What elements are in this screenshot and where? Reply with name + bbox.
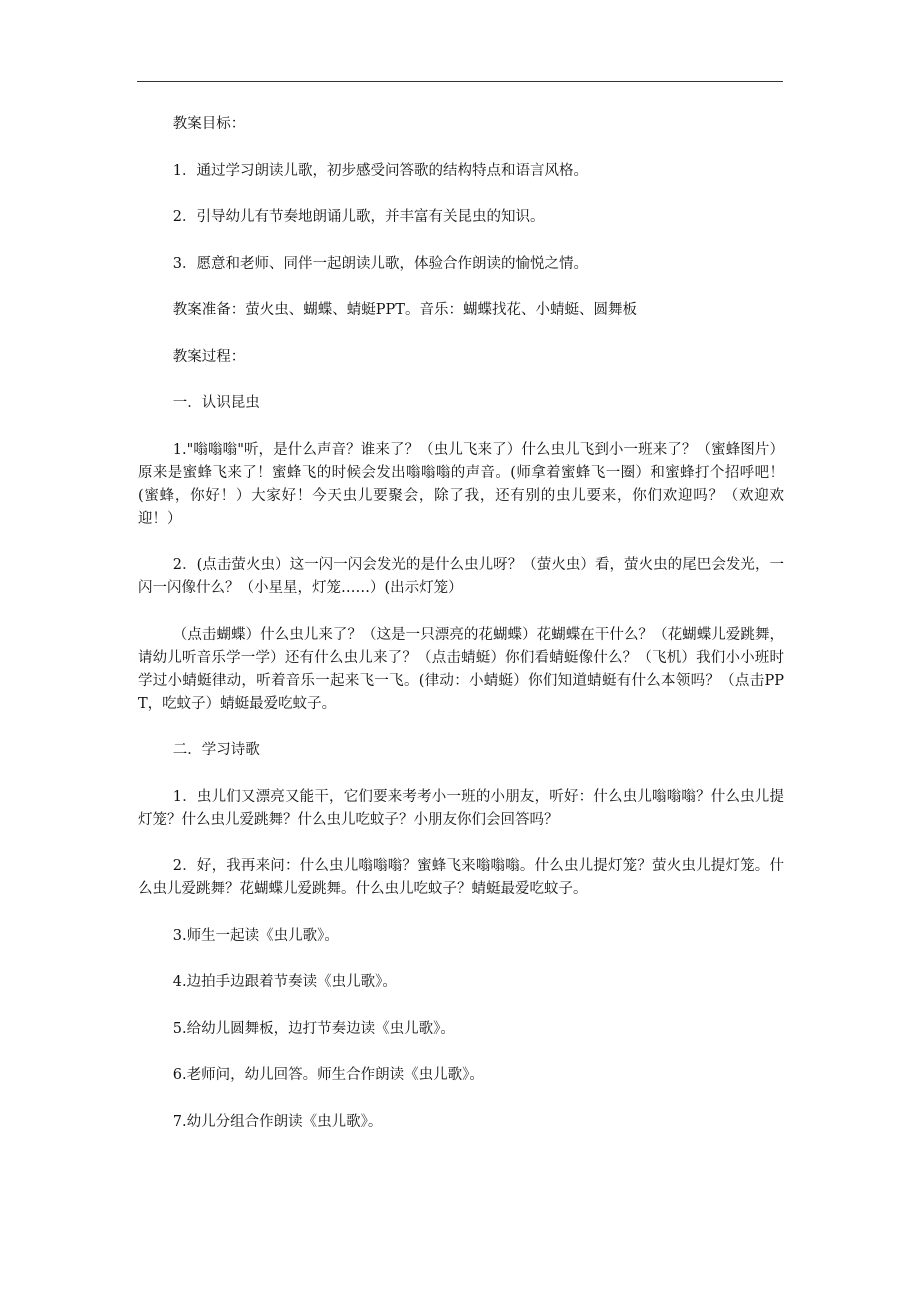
process-step-bee: 1."嗡嗡嗡"听，是什么声音？谁来了？（虫儿飞来了）什么虫儿飞到小一班来了？（蜜蜂图片）原来是蜜蜂飞来了！蜜蜂飞的时候会发出嗡嗡嗡的声音。(师拿着蜜蜂飞一圈）和蜜蜂打个招呼吧！(蜜蜂，你好！）大家好！今天虫儿要聚会，除了我，还有别的虫儿要来，你们欢迎吗？（欢迎欢迎！） — [138, 441, 784, 527]
section-heading-process: 教案过程： — [172, 348, 246, 365]
poem-step-2: 2．好，我再来问：什么虫儿嗡嗡嗡？蜜蜂飞来嗡嗡嗡。什么虫儿提灯笼？萤火虫儿提灯笼。什么虫儿爱跳舞？花蝴蝶儿爱跳舞。什么虫儿吃蚊子？蜻蜓最爱吃蚊子。 — [138, 858, 784, 897]
goal-item-3: 3．愿意和老师、同伴一起朗读儿歌，体验合作朗读的愉悦之情。 — [172, 255, 589, 272]
subsection-heading-insects: 一．认识昆虫 — [172, 395, 260, 411]
goal-item-2: 2．引导幼儿有节奏地朗诵儿歌，并丰富有关昆虫的知识。 — [172, 209, 545, 225]
poem-step-6: 6.老师问，幼儿回答。师生合作朗读《虫儿歌》。 — [172, 1067, 484, 1083]
document-body — [138, 113, 784, 1134]
goal-item-1: 1．通过学习朗读儿歌，初步感受问答歌的结构特点和语言风格。 — [172, 162, 589, 179]
process-step-butterfly-dragonfly: （点击蝴蝶）什么虫儿来了？（这是一只漂亮的花蝴蝶）花蝴蝶在干什么？（花蝴蝶儿爱跳舞，请幼儿听音乐学一学）还有什么虫儿来了？（点击蜻蜓）你们看蜻蜓像什么？（飞机）我们小小班时学过小蜻蜓律动，听着音乐一起来飞一飞。(律动：小蜻蜓）你们知道蜻蜓有什么本领吗？（点击PPT，吃蚊子）蜻蜓最爱吃蚊子。 — [138, 626, 784, 712]
process-step-firefly: 2．(点击萤火虫）这一闪一闪会发光的是什么虫儿呀？（萤火虫）看，萤火虫的尾巴会发光，一闪一闪像什么？（小星星，灯笼……）(出示灯笼） — [138, 557, 784, 596]
poem-step-4: 4.边拍手边跟着节奏读《虫儿歌》。 — [172, 974, 397, 990]
preparation-paragraph: 教案准备：萤火虫、蝴蝶、蜻蜓PPT。音乐：蝴蝶找花、小蜻蜓、圆舞板 — [172, 302, 637, 318]
section-heading-goals: 教案目标： — [172, 116, 246, 132]
header-rule — [137, 81, 783, 82]
poem-step-1: 1．虫儿们又漂亮又能干，它们要来考考小一班的小朋友，听好：什么虫儿嗡嗡嗡？什么虫儿提灯笼？什么虫儿爱跳舞？什么虫儿吃蚊子？小朋友你们会回答吗？ — [138, 788, 784, 828]
poem-step-7: 7.幼儿分组合作朗读《虫儿歌》。 — [172, 1113, 383, 1130]
subsection-heading-poem: 二．学习诗歌 — [172, 742, 260, 758]
poem-step-5: 5.给幼儿圆舞板，边打节奏边读《虫儿歌》。 — [172, 1020, 455, 1037]
poem-step-3: 3.师生一起读《虫儿歌》。 — [172, 927, 339, 944]
